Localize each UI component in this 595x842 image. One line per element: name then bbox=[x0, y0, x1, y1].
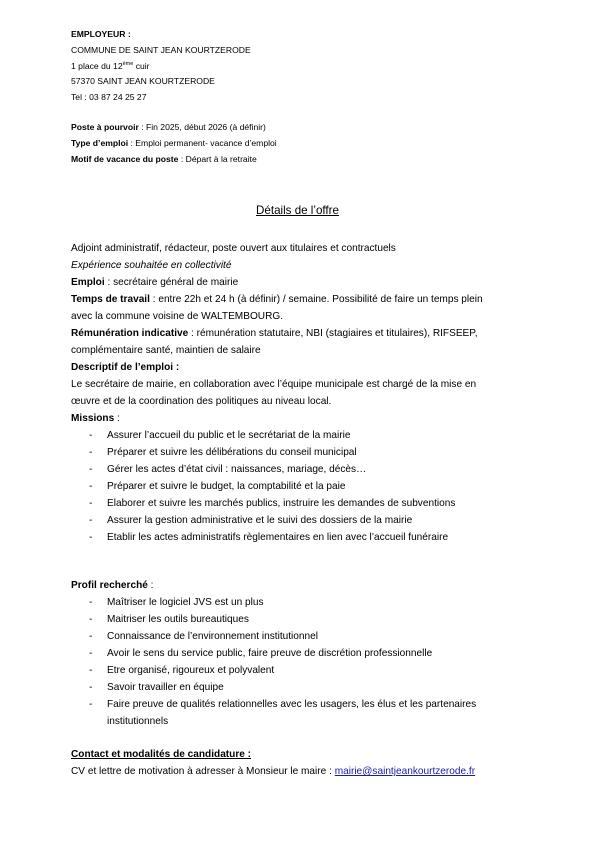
dash-bullet: - bbox=[89, 665, 93, 676]
post-info-block bbox=[71, 120, 541, 167]
list-item bbox=[71, 594, 541, 611]
list-item bbox=[71, 645, 541, 662]
temps-line-cont: avec la commune voisine de WALTEMBOURG. bbox=[71, 311, 284, 322]
profil-colon: : bbox=[147, 580, 154, 591]
missions-heading bbox=[71, 410, 541, 427]
profil-text: Maîtriser le logiciel JVS est un plus bbox=[107, 597, 264, 608]
list-item bbox=[71, 495, 541, 512]
address-street-end: cuir bbox=[133, 60, 150, 71]
remuneration-value: : rémunération statutaire, NBI (stagiaires et titulaires), RIFSEEP, bbox=[188, 328, 478, 339]
motif-line bbox=[71, 152, 541, 168]
contact-text: CV et lettre de motivation à adresser à Monsieur le maire : bbox=[71, 766, 335, 777]
mission-text: Préparer et suivre le budget, la comptabilité et la paie bbox=[107, 481, 346, 492]
type-value: : Emploi permanent- vacance d’emploi bbox=[128, 137, 277, 148]
mission-text: Préparer et suivre les délibérations du conseil municipal bbox=[107, 447, 357, 458]
employer-phone: Tel : 03 87 24 25 27 bbox=[71, 92, 147, 103]
profil-text: Faire preuve de qualités relationnelles avec les usagers, les élus et les partenaires bbox=[107, 699, 477, 710]
dash-bullet: - bbox=[89, 631, 93, 642]
dash-bullet: - bbox=[89, 532, 93, 543]
offer-experience: Expérience souhaitée en collectivité bbox=[71, 260, 232, 271]
motif-label: Motif de vacance du poste bbox=[71, 153, 179, 164]
profil-text-cont: institutionnels bbox=[107, 716, 169, 727]
profil-text: Avoir le sens du service public, faire preuve de discrétion professionnelle bbox=[107, 648, 433, 659]
temps-line bbox=[71, 291, 541, 308]
mission-text: Assurer la gestion administrative et le suivi des dossiers de la mairie bbox=[107, 515, 413, 526]
dash-bullet: - bbox=[89, 481, 93, 492]
emploi-line bbox=[71, 274, 541, 291]
dash-bullet: - bbox=[89, 682, 93, 693]
dash-bullet: - bbox=[89, 464, 93, 475]
employer-block bbox=[71, 27, 541, 106]
employer-address bbox=[71, 59, 541, 75]
list-item bbox=[71, 461, 541, 478]
list-item bbox=[71, 529, 541, 546]
profil-text: Savoir travailler en équipe bbox=[107, 682, 224, 693]
dash-bullet: - bbox=[89, 430, 93, 441]
descriptif-line-2: œuvre et de la coordination des politiques au niveau local. bbox=[71, 396, 332, 407]
details-title: Détails de l’offre bbox=[256, 204, 339, 217]
email-link[interactable]: mairie@saintjeankourtzerode.fr bbox=[334, 766, 476, 777]
descriptif-line-1: Le secrétaire de mairie, en collaboration avec l’équipe municipale est chargé de la mise en bbox=[71, 379, 477, 390]
list-item bbox=[71, 478, 541, 495]
list-item bbox=[71, 679, 541, 696]
address-superscript: ème bbox=[122, 60, 134, 67]
employer-name: COMMUNE DE SAINT JEAN KOURTZERODE bbox=[71, 44, 251, 55]
mission-text: Assurer l’accueil du public et le secrétariat de la mairie bbox=[107, 430, 351, 441]
profil-text: Etre organisé, rigoureux et polyvalent bbox=[107, 665, 275, 676]
remuneration-line-cont: complémentaire santé, maintien de salaire bbox=[71, 345, 261, 356]
dash-bullet: - bbox=[89, 699, 93, 710]
missions-list bbox=[71, 427, 541, 546]
list-item bbox=[71, 427, 541, 444]
poste-value: : Fin 2025, début 2026 (à définir) bbox=[138, 122, 266, 132]
address-street: 1 place du 12 bbox=[71, 60, 123, 71]
motif-value: : Départ à la retraite bbox=[178, 153, 257, 164]
offer-intro: Adjoint administratif, rédacteur, poste ouvert aux titulaires et contractuels bbox=[71, 243, 396, 254]
type-line bbox=[71, 136, 541, 152]
emploi-value: : secrétaire général de mairie bbox=[104, 277, 239, 288]
missions-colon: : bbox=[114, 413, 120, 424]
list-item bbox=[71, 628, 541, 645]
missions-label: Missions bbox=[71, 413, 115, 424]
poste-label: Poste à pourvoir bbox=[71, 122, 139, 132]
dash-bullet: - bbox=[89, 515, 93, 526]
temps-value: : entre 22h et 24 h (à définir) / semaine. Possibilité de faire un temps plein bbox=[149, 294, 483, 305]
profil-text: Connaissance de l’environnement institutionnel bbox=[107, 631, 318, 642]
dash-bullet: - bbox=[89, 648, 93, 659]
mission-text: Etablir les actes administratifs règlementaires en lien avec l’accueil funéraire bbox=[107, 532, 449, 543]
mission-text: Gérer les actes d’état civil : naissances, mariage, décès… bbox=[107, 464, 367, 475]
mission-text: Elaborer et suivre les marchés publics, instruire les demandes de subventions bbox=[107, 498, 456, 509]
dash-bullet: - bbox=[89, 614, 93, 625]
contact-block bbox=[71, 746, 541, 780]
dash-bullet: - bbox=[89, 447, 93, 458]
profil-text: Maitriser les outils bureautiques bbox=[107, 614, 249, 625]
list-item bbox=[71, 696, 541, 713]
descriptif-label: Descriptif de l’emploi : bbox=[71, 362, 180, 373]
contact-line bbox=[71, 763, 541, 780]
profil-block bbox=[71, 577, 541, 730]
profil-list bbox=[71, 594, 541, 730]
employer-city: 57370 SAINT JEAN KOURTZERODE bbox=[71, 76, 215, 87]
temps-label: Temps de travail bbox=[71, 294, 150, 305]
remuneration-line bbox=[71, 325, 541, 342]
list-item bbox=[71, 512, 541, 529]
list-item-continuation bbox=[71, 713, 541, 730]
profil-heading bbox=[71, 577, 541, 594]
poste-line bbox=[71, 120, 541, 136]
remuneration-label: Rémunération indicative bbox=[71, 328, 189, 339]
dash-bullet: - bbox=[89, 597, 93, 608]
emploi-label: Emploi bbox=[71, 277, 105, 288]
list-item bbox=[71, 611, 541, 628]
contact-label: Contact et modalités de candidature : bbox=[71, 749, 252, 760]
employer-label: EMPLOYEUR : bbox=[71, 29, 131, 39]
offer-block bbox=[71, 240, 541, 546]
list-item bbox=[71, 662, 541, 679]
type-label: Type d’emploi bbox=[71, 137, 129, 148]
dash-bullet: - bbox=[89, 498, 93, 509]
profil-label: Profil recherché bbox=[71, 580, 148, 591]
list-item bbox=[71, 444, 541, 461]
